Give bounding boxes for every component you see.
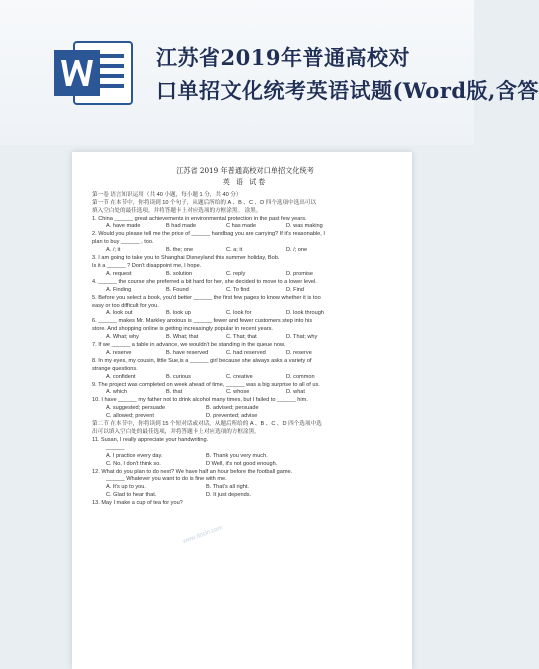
option: C. reply (226, 270, 246, 277)
option: A. reserve (106, 349, 132, 356)
option: D Well, it's not good enough. (206, 460, 278, 467)
option: D. what (286, 389, 305, 396)
option: D. common (286, 373, 315, 380)
option: C. a; it (226, 247, 243, 254)
question-12-blank: ______ Whatever you want to do is fine with me. (106, 476, 227, 483)
question-options (92, 405, 398, 413)
option: B. solution (166, 270, 193, 277)
option: C. had reserved (226, 349, 266, 356)
option: A. look out (106, 310, 133, 317)
question-stem: 3. I am going to take you to Shanghai Disneyland this summer holiday, Bob. (92, 255, 280, 262)
section2-intro-2: 出可以填入空白处的最佳选项，并将答题卡上对应选项的方框涂黑。 (92, 429, 260, 435)
question-options (92, 389, 398, 397)
option: D. was making (286, 223, 323, 230)
option: A. I practice every day. (106, 452, 163, 459)
doc-subtitle: 英 语 试卷 (222, 177, 268, 186)
question-options (92, 350, 398, 358)
option: D. That; why (286, 334, 318, 341)
option: A. confident (106, 373, 136, 380)
question-12-options-row2 (92, 492, 398, 500)
option: B. Found (166, 286, 189, 293)
question-stem-continued: plan to buy ______ , too. (92, 239, 154, 246)
question-options (92, 271, 398, 279)
question-13-stem: 13. May I make a cup of tea for you? (92, 500, 183, 507)
option: B. That's all right. (206, 484, 249, 491)
question-stem-continued: store. And shopping online is getting increasingly popular in recent years. (92, 326, 273, 333)
section1-intro: 第一节 在本节中，你将读到 10 个句子，从题后所给的 A 、B 、C 、D 四个选项中选出可以 (92, 199, 317, 206)
question-stem: 8. In my eyes, my cousin, little Sue,is a ______ girl because she always asks a variety of (92, 357, 312, 364)
option: C. whose (226, 389, 250, 396)
option: A. /; it (106, 247, 121, 254)
document-content (92, 162, 398, 508)
option: D. Find (286, 286, 305, 293)
option: D. reserve (286, 349, 312, 356)
page-title-line-2: 口单招文化统考英语试题(Word版,含答 (156, 78, 539, 103)
option: A. What; why (106, 334, 139, 341)
question-stem: 7. If we ______ a table in advance, we wouldn't be standing in the queue now. (92, 342, 286, 349)
option: C. No, I don't think so. (106, 460, 161, 467)
section1-intro-2: 填入空白处的最佳选项，并将答题卡上对应选项的方框涂黑。 涂黑。 (92, 207, 262, 214)
question-stem: 1. China ______ great achievements in environmental protection in the past few years. (92, 215, 307, 222)
question-options (92, 287, 398, 295)
option: A. have made (106, 223, 141, 230)
question-11-options-row2 (92, 461, 398, 469)
question-12-options-row1 (92, 484, 398, 492)
question-stem: 10. I have ______ my father not to drink alcohol many times, but I failed to ______ him. (92, 397, 308, 404)
question-stem: 9. The project was completed on week ahead of time, ______ was a big surprise to all of us. (92, 381, 320, 388)
question-options (92, 413, 398, 421)
option: B. look up (166, 310, 191, 317)
option: C. creative (226, 373, 253, 380)
option: B. have reserved (166, 349, 209, 356)
option: C has made (226, 223, 257, 230)
question-options (92, 247, 398, 255)
option: C. allowed; prevent (106, 413, 154, 420)
option: B. the; one (166, 247, 194, 254)
option: B. curious (166, 373, 191, 380)
question-list (92, 216, 398, 422)
question-11-options-row1 (92, 453, 398, 461)
question-stem: 5. Before you select a book, you'd better ______ the first few pages to know whether it is too (92, 294, 321, 301)
watermark: www.docin.com (182, 525, 224, 545)
option: B had made (166, 223, 197, 230)
question-stem-continued: Is it a ______ ? Don't disappoint me, I hope. (92, 262, 202, 269)
option: B. advised; persuade (206, 405, 259, 412)
question-11-stem: 11. Susan, I really appreciate your handwriting. (92, 436, 209, 443)
question-stem-continued: strange questions. (92, 365, 138, 372)
option: A. It's up to you. (106, 484, 146, 491)
question-stem: 2. Would you please tell me the price of ______ handbag you are carrying? If it's reasonable, I (92, 231, 325, 238)
question-options (92, 334, 398, 342)
word-doc-icon (52, 38, 136, 108)
option: B. What; that (166, 334, 199, 341)
option: C. That; that (226, 334, 257, 341)
option: D. look through (286, 310, 324, 317)
doc-title: 江苏省 2019 年普通高校对口单招文化统考 (176, 166, 314, 175)
option: D. prevented; advise (206, 413, 258, 420)
question-stem: 4. ______ the course she preferred a bit hard for her, she decided to move to a lower level. (92, 278, 317, 285)
option: A. request (106, 270, 132, 277)
option: D. promise (286, 270, 314, 277)
page-title-line-1: 江苏省2019年普通高校对 (156, 45, 410, 70)
section1-heading: 第一卷 语言知识运用（共 40 小题，每小题 1 分，共 40 分） (92, 191, 242, 198)
question-12-stem: 12. What do you plan to do next? We have half an hour before the football game. (92, 468, 293, 475)
question-options (92, 223, 398, 231)
option: C. look for (226, 310, 252, 317)
option: C. To find (226, 286, 250, 293)
document-page (72, 152, 412, 669)
option: B. Thank you very much. (206, 452, 268, 459)
option: D. /; one (286, 247, 308, 254)
question-stem-continued: easy or too difficult for you. (92, 302, 159, 309)
option: A. Finding (106, 286, 132, 293)
option: A. which (106, 389, 128, 396)
question-options (92, 374, 398, 382)
question-11-blank: ______ (106, 444, 125, 451)
question-stem: 6. ______ makes Mr. Markley anxious is ______ fewer and fewer customers step into his (92, 318, 313, 325)
section2-intro: 第二节 在本节中，你将读到 15 个短对话或对话，从题后所给的 A 、B 、C 、D 四个选项中选 (92, 421, 322, 428)
option: A. suggested; persuade (106, 405, 166, 412)
option: B. that (166, 389, 183, 396)
option: C. Glad to hear that. (106, 492, 157, 499)
question-options (92, 310, 398, 318)
option: D. It just depends. (206, 492, 252, 499)
